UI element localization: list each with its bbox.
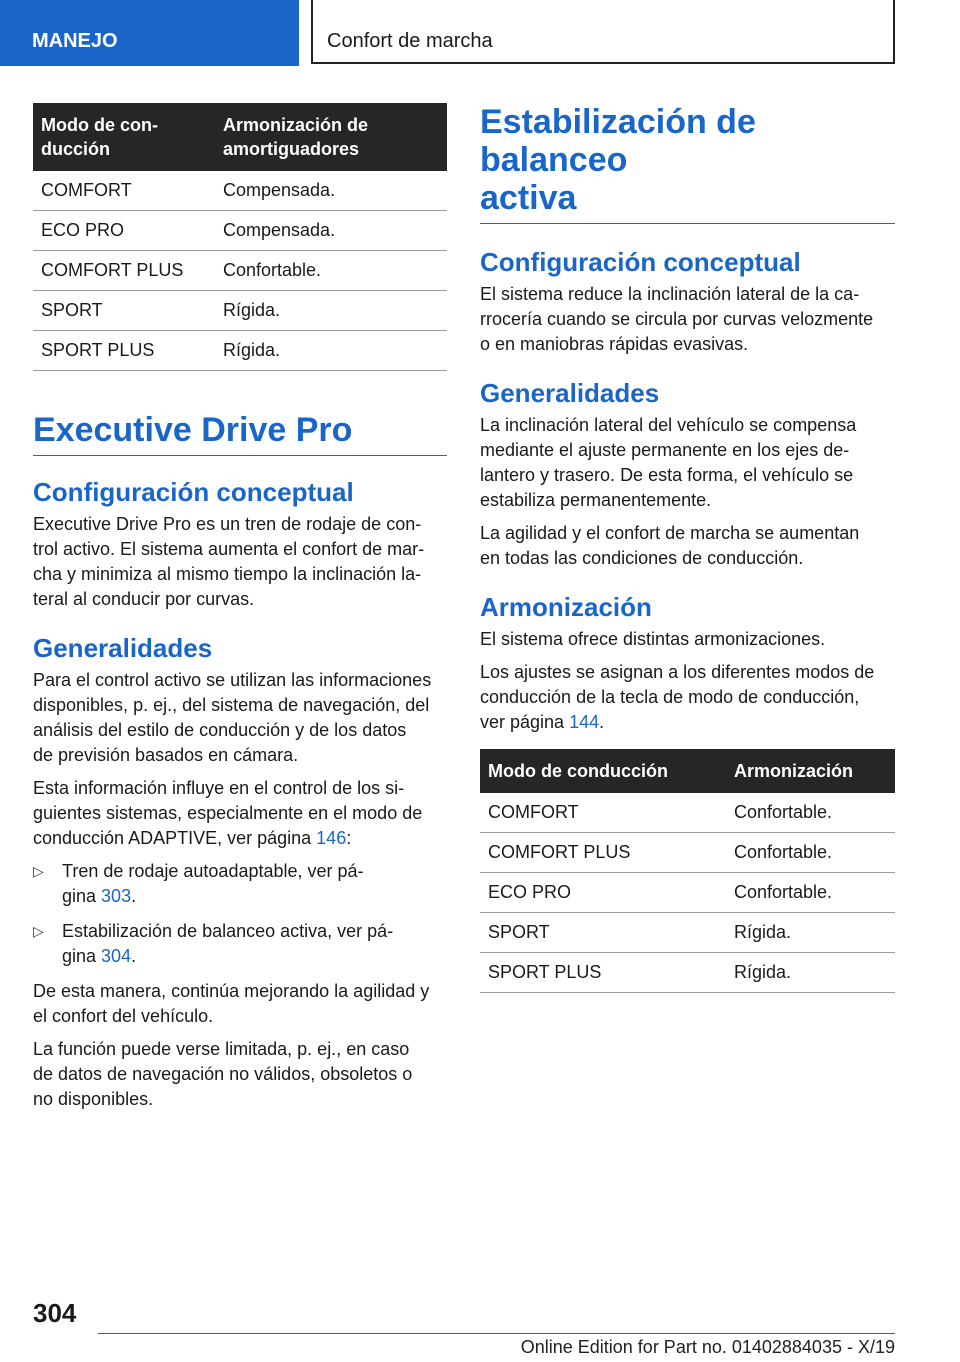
table-cell: Compensada. (215, 211, 447, 251)
table-row (33, 211, 447, 251)
page-link[interactable]: 146 (316, 828, 347, 848)
subsection-heading: Configuración conceptual (480, 247, 801, 277)
section-heading: Estabilización de balanceo activa (480, 103, 895, 224)
section-tab: MANEJO (0, 0, 299, 66)
page-link[interactable]: 303 (101, 886, 132, 906)
list-item: ▷ Tren de rodaje autoadaptable, ver pá- gina 303. (33, 861, 364, 906)
section-heading: Executive Drive Pro (33, 411, 447, 456)
table-cell: SPORT (33, 291, 215, 331)
subsection-heading: Generalidades (480, 378, 660, 408)
table-row (33, 251, 447, 291)
left-column (33, 103, 447, 1120)
table-header-cell: Modo de conducción (480, 749, 726, 793)
paragraph: Los ajustes se asignan a los diferentes modos de conducción de la tecla de modo de conducción, ver página 144. (480, 662, 875, 732)
table-cell: COMFORT (480, 793, 726, 833)
edition-note: Online Edition for Part no. 01402884035 - X/19 (520, 1337, 895, 1357)
roll-tuning-table (480, 749, 895, 993)
table-row (480, 833, 895, 873)
table-cell: SPORT (480, 913, 726, 953)
table-row (33, 291, 447, 331)
table-header-cell: Modo de con- ducción (33, 103, 215, 171)
table-cell: COMFORT PLUS (33, 251, 215, 291)
table-cell: Confortable. (726, 833, 895, 873)
table-row (480, 873, 895, 913)
paragraph: Esta información influye en el control de los si- guientes sistemas, especialmente en el modo de conducción ADAPTIVE, ver página 146: (33, 778, 423, 848)
table-cell: Confortable. (215, 251, 447, 291)
table-cell: Rígida. (215, 291, 447, 331)
table-cell: Rígida. (726, 953, 895, 993)
triangle-bullet-icon: ▷ (33, 923, 44, 939)
footer-divider (98, 1333, 895, 1334)
subsection-heading: Configuración conceptual (33, 477, 354, 507)
table-row (480, 913, 895, 953)
paragraph: El sistema reduce la inclinación lateral de la ca- rrocería cuando se circula por curvas velozmente o en maniobras rápidas evasivas. (480, 284, 874, 354)
table-header-row (480, 749, 895, 793)
paragraph: La inclinación lateral del vehículo se compensa mediante el ajuste permanente en los ejes de- lantero y trasero. De esta forma, el vehículo se estabiliza permanentemente. (480, 415, 857, 510)
triangle-bullet-icon: ▷ (33, 863, 44, 879)
table-cell: COMFORT PLUS (480, 833, 726, 873)
table-cell: ECO PRO (480, 873, 726, 913)
table-row (480, 953, 895, 993)
page-link[interactable]: 304 (101, 946, 132, 966)
subsection-heading: Generalidades (33, 633, 213, 663)
table-cell: ECO PRO (33, 211, 215, 251)
damper-tuning-table (33, 103, 447, 371)
page-link[interactable]: 144 (569, 712, 600, 732)
page-header (0, 0, 960, 66)
table-cell: COMFORT (33, 171, 215, 211)
subsection-heading: Armonización (480, 592, 652, 622)
table-cell: Rígida. (215, 331, 447, 371)
paragraph: Executive Drive Pro es un tren de rodaje de con- trol activo. El sistema aumenta el confort de mar- cha y minimiza al mismo tiempo la inclinación la- teral al conducir por curvas. (33, 514, 425, 609)
table-cell: Compensada. (215, 171, 447, 211)
table-cell: SPORT PLUS (33, 331, 215, 371)
table-row (480, 793, 895, 833)
paragraph: De esta manera, continúa mejorando la agilidad y el confort del vehículo. (33, 981, 430, 1026)
table-header-cell: Armonización (726, 749, 895, 793)
table-row (33, 171, 447, 211)
page-number: 304 (33, 1298, 77, 1328)
paragraph: La agilidad y el confort de marcha se aumentan en todas las condiciones de conducción. (480, 523, 860, 568)
table-row (33, 331, 447, 371)
list-item: ▷ Estabilización de balanceo activa, ver pá- gina 304. (33, 921, 394, 966)
chapter-title: Confort de marcha (311, 0, 895, 64)
table-cell: Rígida. (726, 913, 895, 953)
paragraph: La función puede verse limitada, p. ej., en caso de datos de navegación no válidos, obsoletos o no disponibles. (33, 1039, 413, 1109)
bullet-list (33, 859, 447, 969)
paragraph: Para el control activo se utilizan las informaciones disponibles, p. ej., del sistema de navegación, del análisis del estilo de conducción y de los datos de previsión basados en cámara. (33, 670, 432, 765)
paragraph: El sistema ofrece distintas armonizaciones. (480, 629, 826, 649)
table-cell: Confortable. (726, 793, 895, 833)
table-header-cell: Armonización de amortiguadores (215, 103, 447, 171)
right-column (480, 103, 895, 993)
table-cell: SPORT PLUS (480, 953, 726, 993)
table-header-row (33, 103, 447, 171)
table-cell: Confortable. (726, 873, 895, 913)
